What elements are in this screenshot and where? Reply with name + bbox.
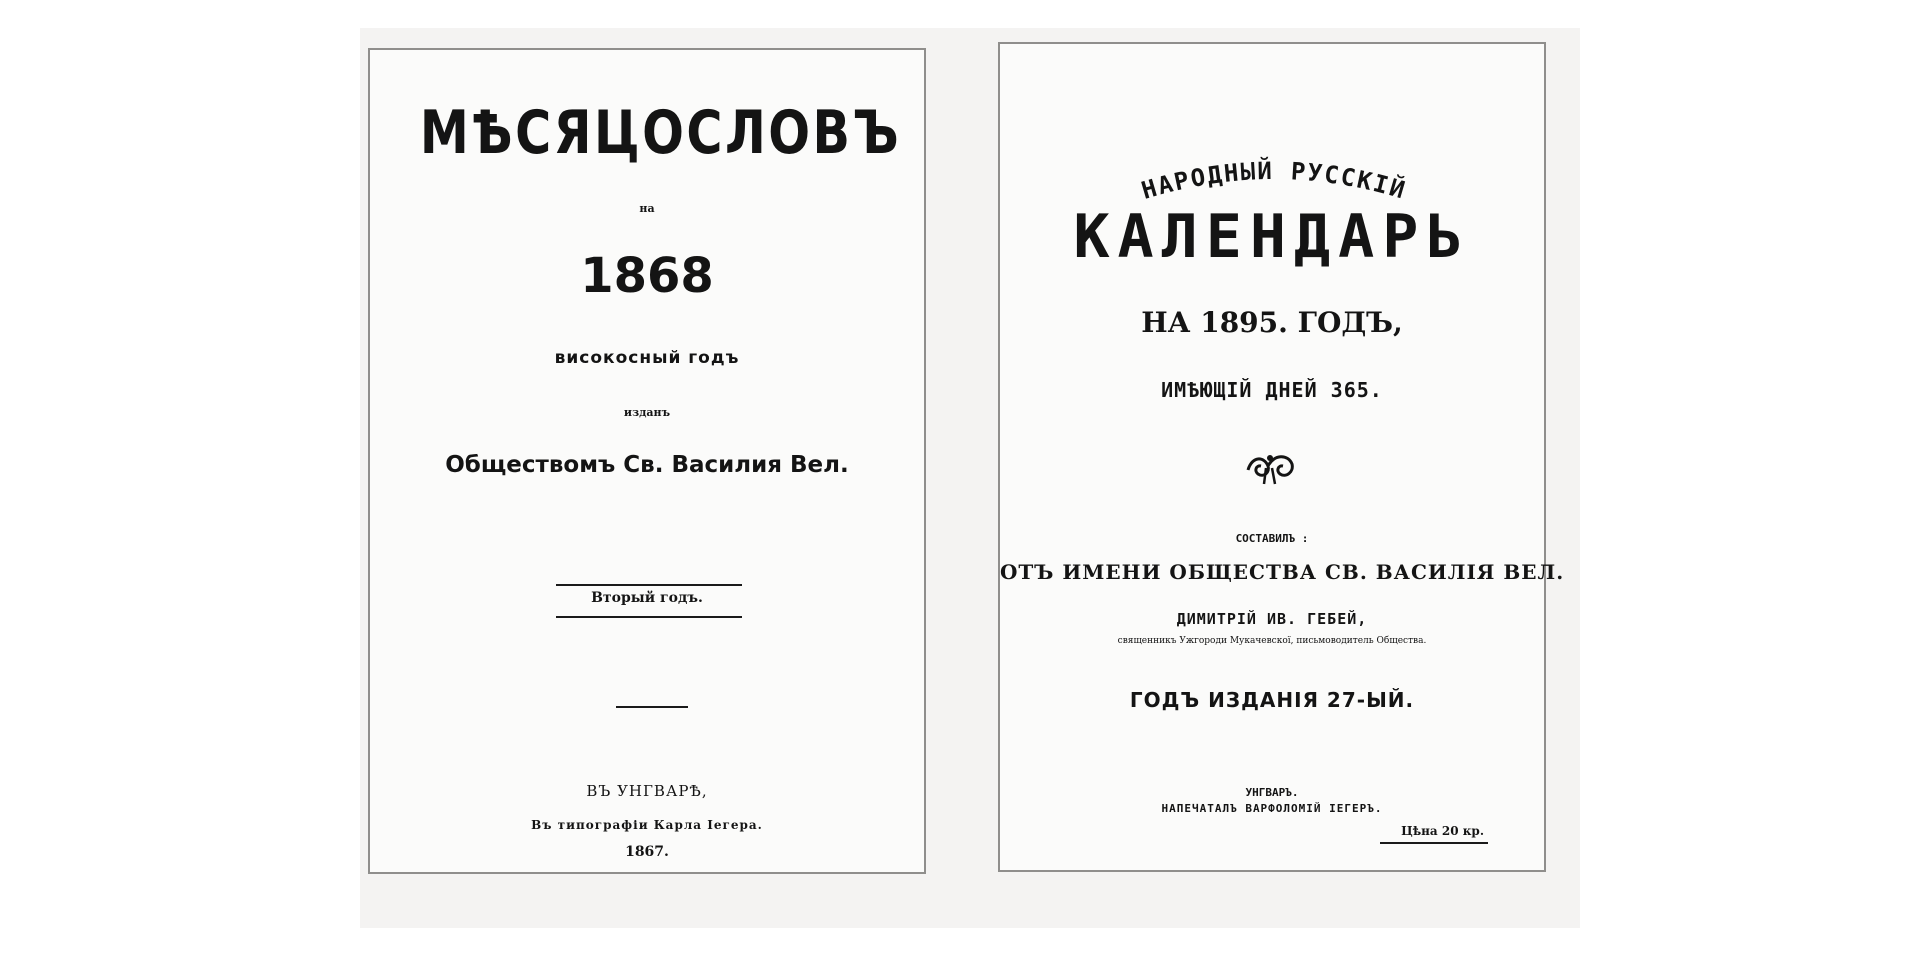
left-second-year: Вторый годъ.	[591, 590, 703, 606]
right-price: Цѣна 20 кр.	[1401, 824, 1484, 838]
left-publication-year: 1867.	[625, 844, 669, 860]
divider-bottom	[556, 616, 742, 618]
right-printer: НАПЕЧАТАЛЪ ВАРФОЛОМІЙ ІЕГЕРЪ.	[1161, 802, 1383, 815]
right-on-behalf: ОТЪ ИМЕНИ ОБЩЕСТВА СВ. ВАСИЛІЯ ВЕЛ.	[1000, 560, 1565, 584]
left-year: 1868	[580, 248, 714, 304]
left-izdan: изданъ	[623, 406, 671, 419]
right-edition: ГОДЪ ИЗДАНІЯ 27-ЫЙ.	[1129, 688, 1415, 712]
price-underline	[1380, 842, 1488, 844]
right-year-line: НА 1895. ГОДЪ,	[1141, 306, 1403, 339]
short-divider	[616, 706, 688, 708]
left-title: МѢСЯЦОСЛОВЪ	[419, 98, 902, 168]
left-leap-year: високосный годъ	[554, 348, 740, 368]
divider-top	[556, 584, 742, 586]
right-title: КАЛЕНДАРЬ	[1073, 202, 1471, 272]
left-na: на	[639, 202, 655, 215]
right-city: УНГВАРЪ.	[1245, 786, 1299, 799]
svg-text:НАРОДНЫЙ РУССКІЙ	[1138, 156, 1410, 205]
left-city: ВЪ УНГВАРѢ,	[586, 782, 708, 800]
left-society: Обществомъ Св. Василия Вел.	[445, 452, 849, 478]
floral-ornament-icon	[1242, 448, 1298, 488]
arc-title-text: НАРОДНЫЙ РУССКІЙ	[1138, 156, 1410, 205]
right-title-page	[998, 42, 1565, 872]
left-typography: Въ типографіи Карла Іегера.	[531, 818, 763, 832]
right-author-description: священникъ Ужгороди Мукачевскої, письмоводитель Общества.	[1117, 636, 1427, 646]
right-compiled-by: СОСТАВИЛЪ :	[1235, 532, 1309, 545]
left-title-page	[368, 48, 926, 874]
right-days-line: ИМѢЮЩІЙ ДНЕЙ 365.	[1161, 378, 1383, 402]
right-author: ДИМИТРІЙ ИВ. ГЕБЕЙ,	[1176, 610, 1368, 628]
